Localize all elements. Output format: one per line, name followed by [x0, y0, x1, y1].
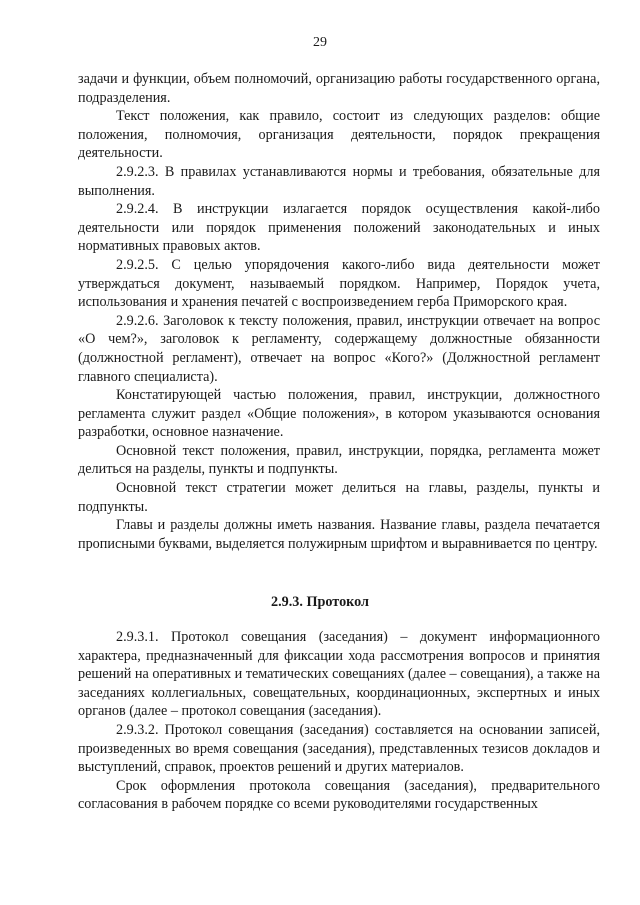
paragraph: 2.9.2.5. С целью упорядочения какого-либо вида деятельности может утверждаться документ, называемый порядком. Например, Порядок учета, использования и хранения печатей с воспроизведением герба Приморского края. — [78, 256, 600, 311]
paragraph: 2.9.2.3. В правилах устанавливаются нормы и требования, обязательные для выполнения. — [78, 163, 600, 199]
body-text-bottom — [78, 628, 600, 814]
paragraph: Основной текст стратегии может делиться на главы, разделы, пункты и подпункты. — [78, 480, 600, 515]
body-text-top — [78, 70, 600, 553]
paragraph-continuation: задачи и функции, объем полномочий, организацию работы государственного органа, подразделения. — [78, 71, 600, 106]
paragraph: Срок оформления протокола совещания (заседания), предварительного согласования в рабочем порядке со всеми руководителями государственных — [78, 777, 600, 813]
paragraph: 2.9.2.6. Заголовок к тексту положения, правил, инструкции отвечает на вопрос «О чем?», заголовок к регламенту, содержащему должностные обязанности (должностной регламент), отвечает на вопрос «Кого?» (Должностной регламент главного специалиста). — [78, 312, 600, 385]
page-number: 29 — [313, 35, 327, 50]
paragraph: 2.9.3.2. Протокол совещания (заседания) составляется на основании записей, произведенных во время совещания (заседания), представленных тезисов докладов и выступлений, справок, проектов решений и других материалов. — [78, 721, 600, 776]
paragraph: Главы и разделы должны иметь названия. Название главы, раздела печатается прописными буквами, выделяется полужирным шрифтом и выравнивается по центру. — [78, 517, 600, 552]
section-heading: 2.9.3. Протокол — [270, 594, 370, 610]
paragraph: 2.9.3.1. Протокол совещания (заседания) – документ информационного характера, предназначенный для фиксации хода рассмотрения вопросов и принятия решений на оперативных и тематических совещаниях (далее – совещания), а также на заседаниях коллегиальных, совещательных, координационных, экспертных и иных органов (далее – протокол совещания (заседания). — [78, 629, 600, 720]
paragraph: Текст положения, как правило, состоит из следующих разделов: общие положения, полномочия, организация деятельности, порядок прекращения деятельности. — [78, 108, 600, 162]
paragraph: Основной текст положения, правил, инструкции, порядка, регламента может делиться на разделы, пункты и подпункты. — [78, 442, 600, 478]
paragraph: Констатирующей частью положения, правил, инструкции, должностного регламента служит раздел «Общие положения», в котором указываются основания разработки, основное назначение. — [78, 387, 600, 441]
paragraph: 2.9.2.4. В инструкции излагается порядок осуществления какой-либо деятельности или порядок применения положений законодательных и иных нормативных правовых актов. — [78, 201, 600, 255]
